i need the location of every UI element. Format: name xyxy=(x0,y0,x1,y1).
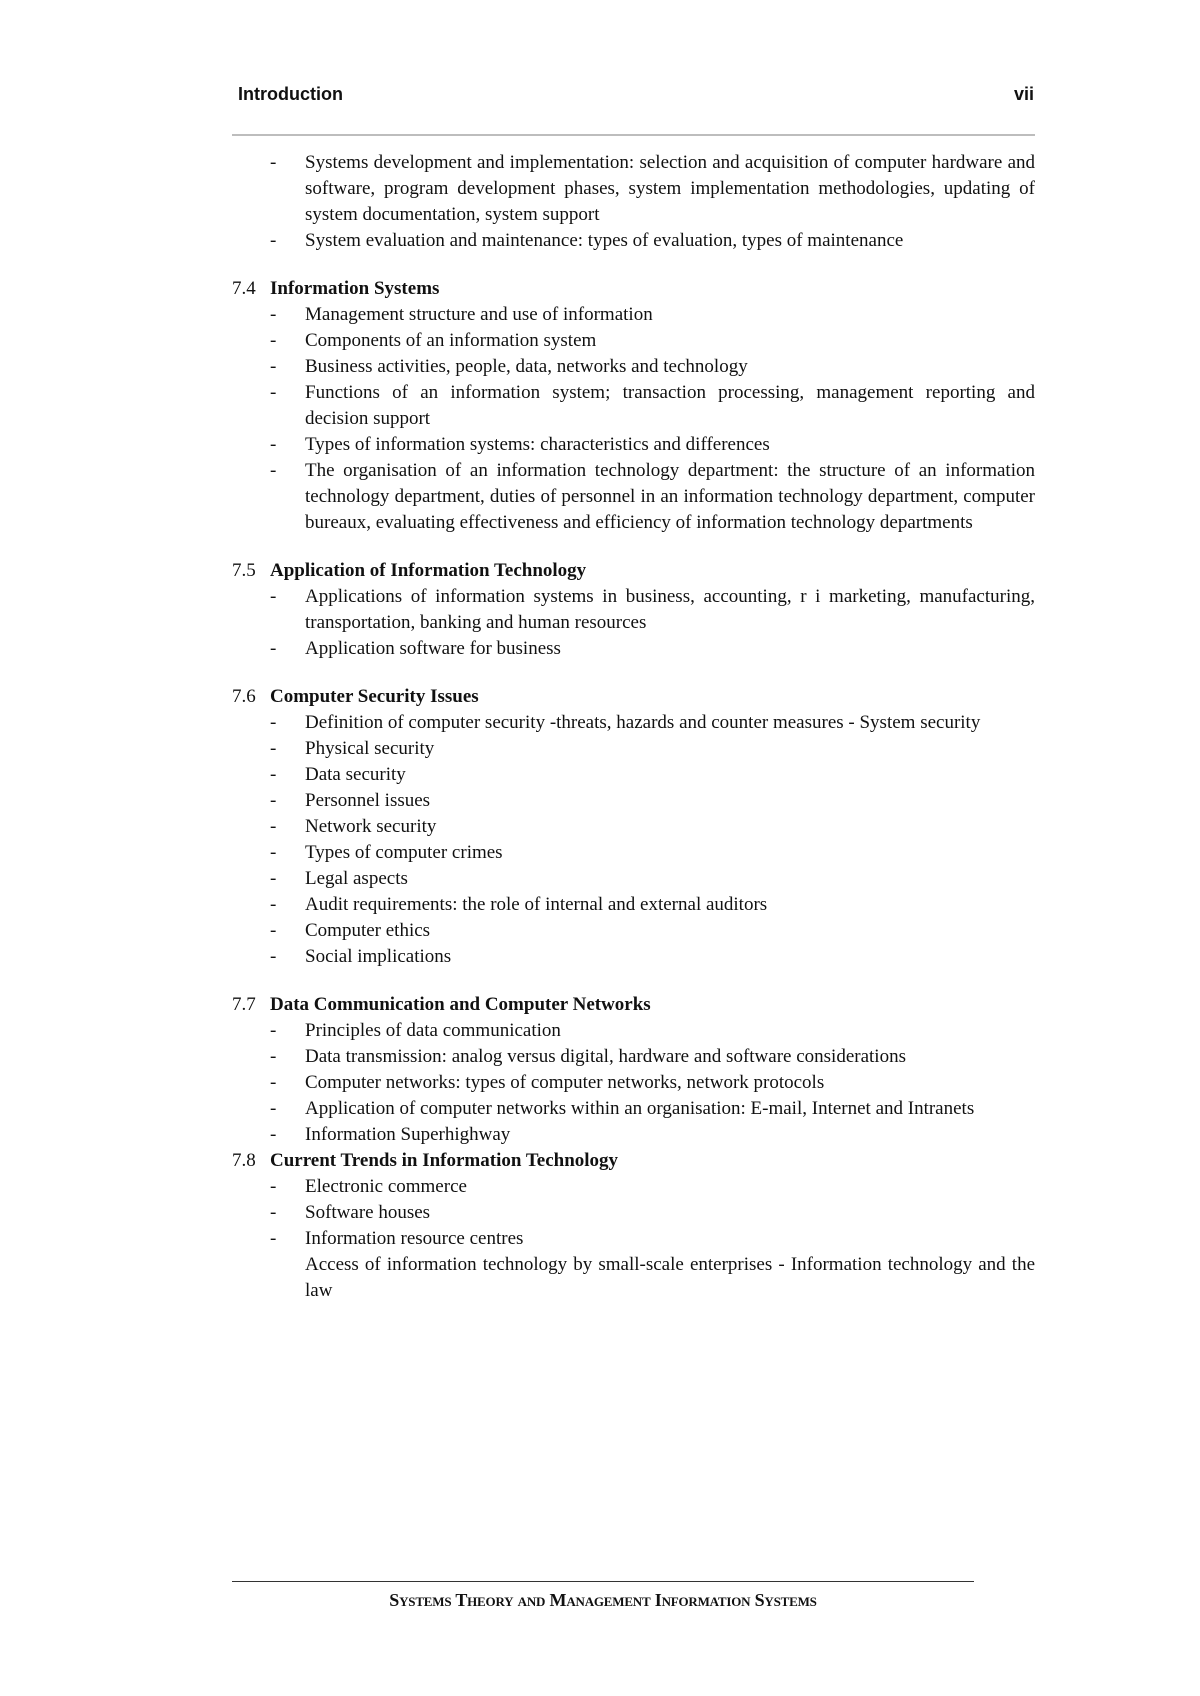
section-heading xyxy=(232,276,1035,302)
section-title: Current Trends in Information Technology xyxy=(270,1150,619,1171)
dash-marker: - xyxy=(270,738,277,759)
item-list xyxy=(232,710,1035,970)
list-item xyxy=(232,636,1035,662)
item-text: Social implications xyxy=(305,946,452,967)
item-text: Electronic commerce xyxy=(305,1176,467,1197)
section-number: 7.7 xyxy=(232,994,256,1015)
section-title: Computer Security Issues xyxy=(270,686,479,707)
item-text: Applications of information systems in business, accounting, r i marketing, manufacturing, transportation, banking and human resources xyxy=(305,586,1035,633)
list-item xyxy=(232,736,1035,762)
page-content xyxy=(232,150,1035,1326)
header-rule xyxy=(232,134,1035,136)
section-heading xyxy=(232,684,1035,710)
page-footer: Systems Theory and Management Information Systems xyxy=(389,1590,817,1610)
section-heading xyxy=(232,558,1035,584)
dash-marker: - xyxy=(270,330,277,351)
section-title: Data Communication and Computer Networks xyxy=(270,994,651,1015)
dash-marker: - xyxy=(270,920,277,941)
item-text: Principles of data communication xyxy=(305,1020,561,1041)
item-list xyxy=(232,584,1035,662)
list-item xyxy=(232,944,1035,970)
list-item xyxy=(232,354,1035,380)
item-text: Application software for business xyxy=(305,638,561,659)
dash-marker: - xyxy=(270,152,277,173)
section-7-4 xyxy=(232,276,1035,536)
dash-marker: - xyxy=(270,1020,277,1041)
section-continued xyxy=(232,150,1035,254)
item-text: The organisation of an information technology department: the structure of an information technology department, duties of personnel in an information technology department, computer bureaux, evaluating effectiveness and efficiency of information technology departments xyxy=(305,460,1035,533)
dash-marker: - xyxy=(270,946,277,967)
page-number: vii xyxy=(1013,84,1034,104)
item-text: Network security xyxy=(305,816,437,837)
section-heading xyxy=(232,1148,1035,1174)
dash-marker: - xyxy=(270,382,277,403)
dash-marker: - xyxy=(270,638,277,659)
item-text: Data security xyxy=(305,764,406,785)
dash-marker: - xyxy=(270,894,277,915)
list-item xyxy=(232,892,1035,918)
dash-marker: - xyxy=(270,1202,277,1223)
dash-marker: - xyxy=(270,1228,277,1249)
list-item xyxy=(232,1044,1035,1070)
item-text: Personnel issues xyxy=(305,790,431,811)
list-item xyxy=(232,1226,1035,1252)
item-text: Types of information systems: characteristics and differences xyxy=(305,434,770,455)
list-item xyxy=(232,458,1035,536)
dash-marker: - xyxy=(270,586,277,607)
dash-marker: - xyxy=(270,1098,277,1119)
list-item xyxy=(232,328,1035,354)
dash-marker: - xyxy=(270,434,277,455)
item-text: Computer networks: types of computer networks, network protocols xyxy=(305,1072,825,1093)
list-item xyxy=(232,380,1035,432)
dash-marker: - xyxy=(270,1124,277,1145)
section-7-8 xyxy=(232,1148,1035,1304)
item-text: Physical security xyxy=(305,738,435,759)
list-item xyxy=(232,1174,1035,1200)
item-text: Types of computer crimes xyxy=(305,842,503,863)
list-item xyxy=(232,814,1035,840)
list-item xyxy=(232,762,1035,788)
item-text: Data transmission: analog versus digital, hardware and software considerations xyxy=(305,1046,906,1067)
running-head: Introduction xyxy=(238,84,343,104)
item-text: System evaluation and maintenance: types of evaluation, types of maintenance xyxy=(305,230,904,251)
item-text: Access of information technology by small-scale enterprises - Information technology and the law xyxy=(305,1254,1035,1301)
dash-marker: - xyxy=(270,356,277,377)
section-number: 7.5 xyxy=(232,560,256,581)
list-item xyxy=(232,866,1035,892)
list-item xyxy=(232,710,1035,736)
dash-marker: - xyxy=(270,712,277,733)
item-text: Definition of computer security -threats, hazards and counter measures - System security xyxy=(305,712,981,733)
item-text: Software houses xyxy=(305,1202,431,1223)
dash-marker: - xyxy=(270,460,277,481)
item-list xyxy=(232,1018,1035,1148)
list-item xyxy=(232,840,1035,866)
section-7-6 xyxy=(232,684,1035,970)
item-text: Components of an information system xyxy=(305,330,597,351)
list-item xyxy=(232,918,1035,944)
list-item xyxy=(232,584,1035,636)
item-text: Information resource centres xyxy=(305,1228,524,1249)
item-text: Application of computer networks within an organisation: E-mail, Internet and Intranets xyxy=(305,1098,975,1119)
dash-marker: - xyxy=(270,790,277,811)
item-text: Functions of an information system; transaction processing, management reporting and decision support xyxy=(305,382,1035,429)
item-list xyxy=(232,1174,1035,1304)
list-item xyxy=(232,1122,1035,1148)
item-text: Information Superhighway xyxy=(305,1124,511,1145)
list-item xyxy=(232,1200,1035,1226)
item-text: Business activities, people, data, networks and technology xyxy=(305,356,748,377)
section-title: Application of Information Technology xyxy=(270,560,587,581)
dash-marker: - xyxy=(270,1072,277,1093)
list-item xyxy=(232,150,1035,228)
dash-marker: - xyxy=(270,868,277,889)
list-item xyxy=(232,228,1035,254)
list-item xyxy=(232,788,1035,814)
list-item xyxy=(232,1252,1035,1304)
section-number: 7.6 xyxy=(232,686,256,707)
item-list xyxy=(232,302,1035,536)
list-item xyxy=(232,1070,1035,1096)
item-text: Legal aspects xyxy=(305,868,408,889)
section-heading xyxy=(232,992,1035,1018)
section-7-7 xyxy=(232,992,1035,1148)
dash-marker: - xyxy=(270,230,277,251)
list-item xyxy=(232,1096,1035,1122)
list-item xyxy=(232,302,1035,328)
item-text: Management structure and use of information xyxy=(305,304,653,325)
dash-marker: - xyxy=(270,1176,277,1197)
item-text: Audit requirements: the role of internal and external auditors xyxy=(305,894,768,915)
list-item xyxy=(232,1018,1035,1044)
section-title: Information Systems xyxy=(270,278,440,299)
section-number: 7.4 xyxy=(232,278,256,299)
list-item xyxy=(232,432,1035,458)
item-text: Computer ethics xyxy=(305,920,431,941)
item-list xyxy=(232,150,1035,254)
section-number: 7.8 xyxy=(232,1150,256,1171)
dash-marker: - xyxy=(270,764,277,785)
page-header xyxy=(238,84,1034,112)
dash-marker: - xyxy=(270,1046,277,1067)
dash-marker: - xyxy=(270,842,277,863)
section-7-5 xyxy=(232,558,1035,662)
item-text: Systems development and implementation: selection and acquisition of computer hardware and software, program development phases, system implementation methodologies, updating of system documentation, system support xyxy=(305,152,1035,225)
dash-marker: - xyxy=(270,304,277,325)
dash-marker: - xyxy=(270,816,277,837)
footer-rule xyxy=(232,1581,974,1582)
